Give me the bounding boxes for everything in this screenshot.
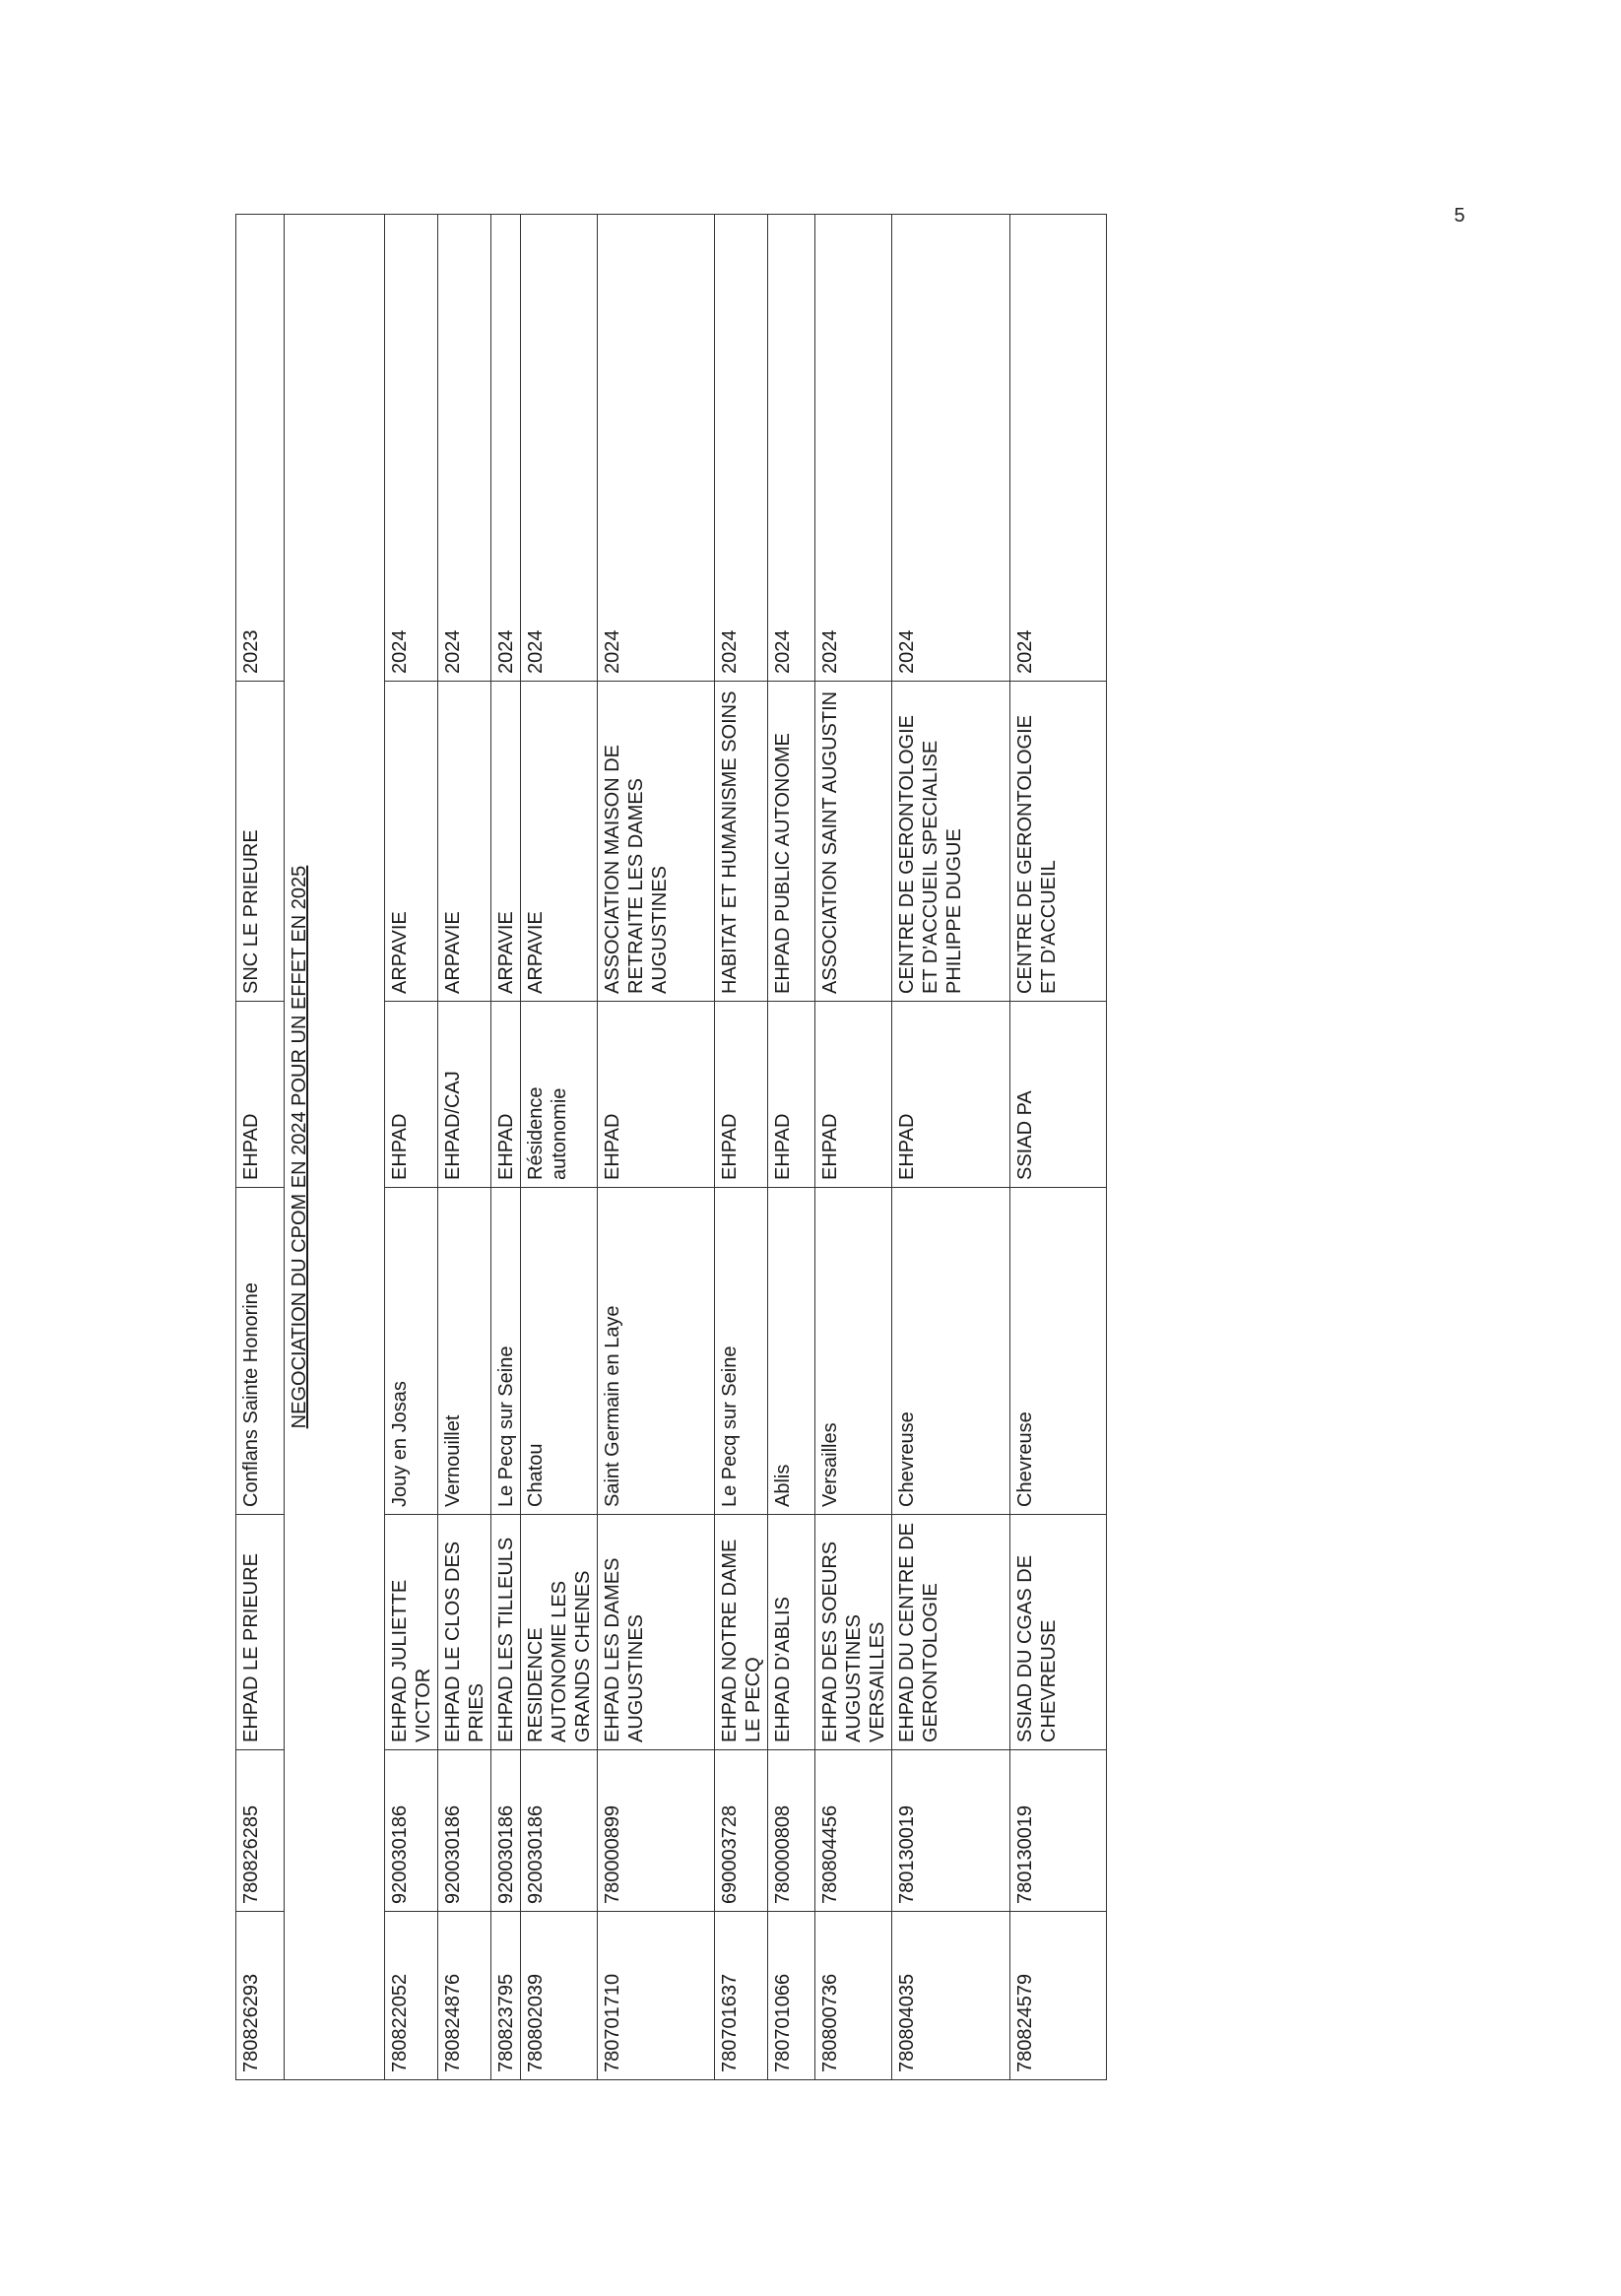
- organization-cell: ARPAVIE: [521, 682, 598, 1002]
- category-cell: Résidence autonomie: [521, 1002, 598, 1188]
- rotated-page-content: [235, 215, 1304, 2080]
- city-cell: Saint Germain en Laye: [598, 1188, 715, 1515]
- finess-et-cell: 780701710: [598, 1912, 715, 2080]
- finess-et-cell: 780701066: [768, 1912, 815, 2080]
- finess-ej-cell: 780130019: [1010, 1750, 1107, 1912]
- year-cell: 2024: [715, 215, 768, 682]
- section-title-text: NEGOCIATION DU CPOM EN 2024 POUR UN EFFET EN 2025: [289, 865, 310, 1429]
- city-cell: Ablis: [768, 1188, 815, 1515]
- cpom-table: [235, 214, 1107, 2080]
- finess-ej-cell: 920030186: [385, 1750, 438, 1912]
- organization-cell: ASSOCIATION MAISON DE RETRAITE LES DAMES AUGUSTINES: [598, 682, 715, 1002]
- table-row: [892, 215, 1010, 2080]
- organization-cell: EHPAD PUBLIC AUTONOME: [768, 682, 815, 1002]
- category-cell: EHPAD: [768, 1002, 815, 1188]
- establishment-name-cell: SSIAD DU CGAS DE CHEVREUSE: [1010, 1515, 1107, 1750]
- establishment-name-cell: EHPAD D'ABLIS: [768, 1515, 815, 1750]
- organization-cell: ARPAVIE: [438, 682, 491, 1002]
- year-cell: 2024: [768, 215, 815, 682]
- establishment-name-cell: EHPAD JULIETTE VICTOR: [385, 1515, 438, 1750]
- finess-ej-cell: 920030186: [438, 1750, 491, 1912]
- establishment-name-cell: EHPAD LE PRIEURE: [236, 1515, 285, 1750]
- establishment-name-cell: RESIDENCE AUTONOMIE LES GRANDS CHENES: [521, 1515, 598, 1750]
- table-row: [598, 215, 715, 2080]
- year-cell: 2024: [385, 215, 438, 682]
- category-cell: EHPAD: [491, 1002, 521, 1188]
- table-row: [715, 215, 768, 2080]
- finess-ej-cell: 920030186: [491, 1750, 521, 1912]
- establishment-name-cell: EHPAD LE CLOS DES PRIES: [438, 1515, 491, 1750]
- city-cell: Chevreuse: [892, 1188, 1010, 1515]
- establishment-name-cell: EHPAD NOTRE DAME LE PECQ: [715, 1515, 768, 1750]
- organization-cell: CENTRE DE GERONTOLOGIE ET D'ACCUEIL SPECIALISE PHILIPPE DUGUE: [892, 682, 1010, 1002]
- table-row: [438, 215, 491, 2080]
- city-cell: Le Pecq sur Seine: [715, 1188, 768, 1515]
- year-cell: 2024: [1010, 215, 1107, 682]
- establishment-name-cell: EHPAD LES DAMES AUGUSTINES: [598, 1515, 715, 1750]
- year-cell: 2024: [815, 215, 892, 682]
- city-cell: Le Pecq sur Seine: [491, 1188, 521, 1515]
- page-number: 5: [1454, 205, 1465, 227]
- city-cell: Chevreuse: [1010, 1188, 1107, 1515]
- finess-et-cell: 780824579: [1010, 1912, 1107, 2080]
- category-cell: EHPAD: [598, 1002, 715, 1188]
- organization-cell: ARPAVIE: [491, 682, 521, 1002]
- finess-et-cell: 780824876: [438, 1912, 491, 2080]
- establishment-name-cell: EHPAD DES SOEURS AUGUSTINES VERSAILLES: [815, 1515, 892, 1750]
- organization-cell: ARPAVIE: [385, 682, 438, 1002]
- category-cell: EHPAD: [715, 1002, 768, 1188]
- city-cell: Conflans Sainte Honorine: [236, 1188, 285, 1515]
- city-cell: Vernouillet: [438, 1188, 491, 1515]
- finess-et-cell: 780822052: [385, 1912, 438, 2080]
- table-row: [521, 215, 598, 2080]
- section-title: [285, 215, 385, 2080]
- category-cell: EHPAD/CAJ: [438, 1002, 491, 1188]
- finess-ej-cell: 780000808: [768, 1750, 815, 1912]
- organization-cell: SNC LE PRIEURE: [236, 682, 285, 1002]
- category-cell: EHPAD: [236, 1002, 285, 1188]
- year-cell: 2024: [892, 215, 1010, 682]
- organization-cell: CENTRE DE GERONTOLOGIE ET D'ACCUEIL: [1010, 682, 1107, 1002]
- organization-cell: ASSOCIATION SAINT AUGUSTIN: [815, 682, 892, 1002]
- table-row: [1010, 215, 1107, 2080]
- city-cell: Versailles: [815, 1188, 892, 1515]
- table-row: [815, 215, 892, 2080]
- finess-ej-cell: 920030186: [521, 1750, 598, 1912]
- finess-ej-cell: 780000899: [598, 1750, 715, 1912]
- finess-et-cell: 780802039: [521, 1912, 598, 2080]
- year-cell: 2024: [438, 215, 491, 682]
- category-cell: SSIAD PA: [1010, 1002, 1107, 1188]
- category-cell: EHPAD: [815, 1002, 892, 1188]
- category-cell: EHPAD: [385, 1002, 438, 1188]
- section-header-row: [285, 215, 385, 2080]
- table-row: [236, 215, 285, 2080]
- city-cell: Chatou: [521, 1188, 598, 1515]
- establishment-name-cell: EHPAD LES TILLEULS: [491, 1515, 521, 1750]
- year-cell: 2024: [598, 215, 715, 682]
- finess-ej-cell: 780130019: [892, 1750, 1010, 1912]
- organization-cell: HABITAT ET HUMANISME SOINS: [715, 682, 768, 1002]
- year-cell: 2024: [491, 215, 521, 682]
- finess-et-cell: 780800736: [815, 1912, 892, 2080]
- finess-ej-cell: 690003728: [715, 1750, 768, 1912]
- category-cell: EHPAD: [892, 1002, 1010, 1188]
- finess-ej-cell: 780804456: [815, 1750, 892, 1912]
- city-cell: Jouy en Josas: [385, 1188, 438, 1515]
- year-cell: 2023: [236, 215, 285, 682]
- table-row: [491, 215, 521, 2080]
- finess-et-cell: 780826293: [236, 1912, 285, 2080]
- finess-et-cell: 780701637: [715, 1912, 768, 2080]
- finess-et-cell: 780823795: [491, 1912, 521, 2080]
- table-row: [768, 215, 815, 2080]
- finess-ej-cell: 780826285: [236, 1750, 285, 1912]
- finess-et-cell: 780804035: [892, 1912, 1010, 2080]
- establishment-name-cell: EHPAD DU CENTRE DE GERONTOLOGIE: [892, 1515, 1010, 1750]
- table-row: [385, 215, 438, 2080]
- year-cell: 2024: [521, 215, 598, 682]
